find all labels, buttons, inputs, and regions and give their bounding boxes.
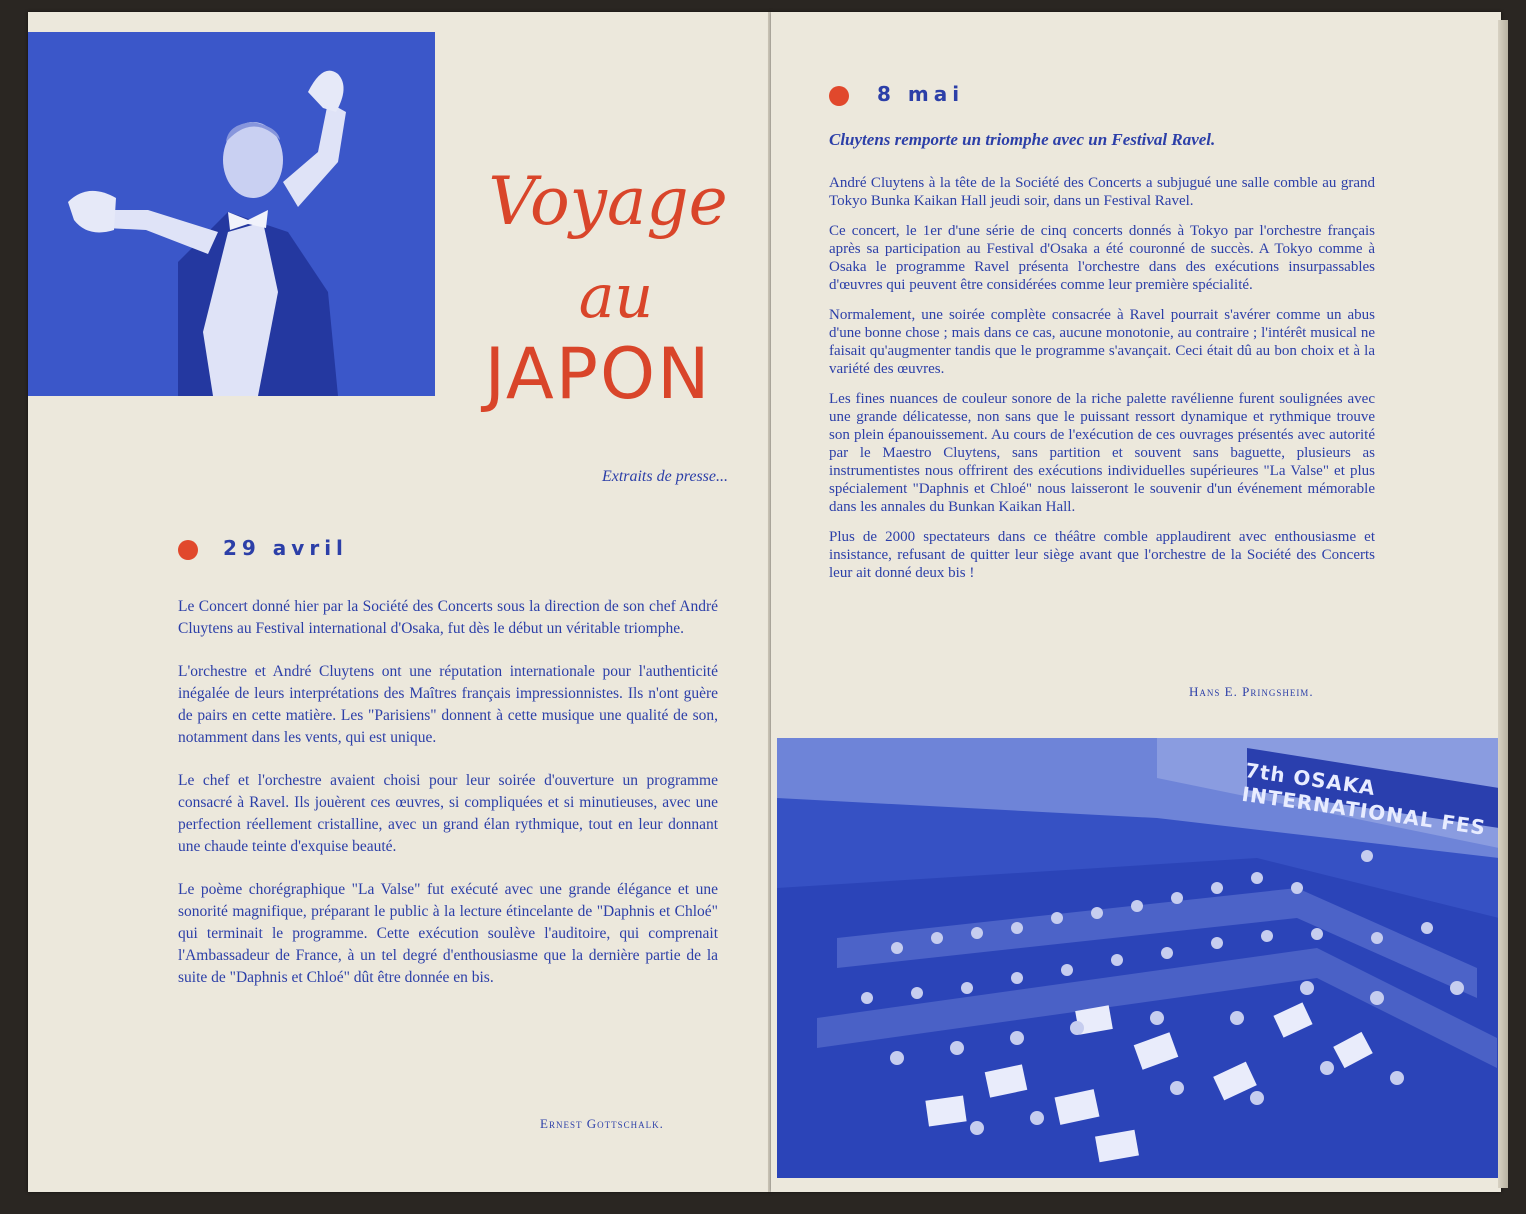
bullet-icon bbox=[829, 86, 849, 106]
paragraph: Ce concert, le 1er d'une série de cinq concerts donnés à Tokyo par l'orchestre français après sa participation au Festival d'Osaka a été couronné de succès. A Tokyo comme à Osaka le programme Ravel présenta l'orchestre dans des exécutions insurpassables d'œuvres qui peuvent être considérées comme leur première spécialité. bbox=[829, 223, 1375, 293]
paragraph: L'orchestre et André Cluytens ont une réputation internationale pour l'authenticité inégalée de leurs interprétations des Maîtres français impressionnistes. Ils n'ont guère de pairs en cette matière. Les "Parisiens" donnent à cette musique une qualité de son, notamment dans les vents, qui est unique. bbox=[178, 663, 718, 746]
article-subtitle: Cluytens remporte un triomphe avec un Festival Ravel. bbox=[829, 130, 1216, 149]
paragraph: Les fines nuances de couleur sonore de la riche palette ravélienne furent soulignées avec une grande délicatesse, non sans que le puissant ressort dynamique et rythmique trouve son plein épanouissement. Au cours de l'exécution de ces ouvrages présentés avec autorité par le Maestro Cluytens, sans partition et souvent sans baguette, plusieurs as instrumentistes nous offrirent des exécutions individuelles supérieures "La Valse" et plus spécialement "Daphnis et Chloé" nous laisseront le souvenir d'un événement mémorable dans les annales du Bunkan Kaikan Hall. bbox=[829, 391, 1375, 515]
left-page bbox=[28, 12, 771, 1192]
date-heading-8-mai: 8 mai bbox=[877, 82, 965, 106]
signature-gottschalk: Ernest Gottschalk. bbox=[540, 1116, 664, 1131]
date-heading-29-avril: 29 avril bbox=[223, 536, 348, 560]
bullet-icon bbox=[178, 540, 198, 560]
signature-pringsheim: Hans E. Pringsheim. bbox=[1189, 684, 1314, 699]
right-page bbox=[771, 12, 1501, 1192]
paragraph: André Cluytens à la tête de la Société des Concerts a subjugué une salle comble au grand Tokyo Bunka Kaikan Hall jeudi soir, dans un Festival Ravel. bbox=[829, 175, 1375, 209]
press-extracts-label: Extraits de presse... bbox=[601, 468, 728, 485]
booklet-spread bbox=[10, 12, 1516, 1204]
paragraph: Le chef et l'orchestre avaient choisi pour leur soirée d'ouverture un programme consacré à Ravel. Ils jouèrent ces œuvres, si compliquées et si minutieuses, avec une perfection réellement cristalline, avec un grand élan rythmique, tout en leur donnant une chaude teinte d'exquise beauté. bbox=[178, 772, 718, 855]
title-line-1: Voyage bbox=[488, 163, 728, 240]
article-29-avril bbox=[178, 596, 718, 1010]
conductor-illustration bbox=[28, 32, 435, 396]
page-edge bbox=[1498, 20, 1508, 1188]
paragraph: Normalement, une soirée complète consacrée à Ravel pourrait s'avérer comme un abus d'une bonne chose ; mais dans ce cas, aucune monotonie, au contraire ; l'intérêt musical ne faisait qu'augmenter tandis que le programme s'avançait. Ceci était dû au bon choix et à la variété des œuvres. bbox=[829, 307, 1375, 377]
paragraph: Plus de 2000 spectateurs dans ce théâtre comble applaudirent avec enthousiasme et insistance, refusant de quitter leur siège avant que l'orchestre de la Société des Concerts leur ait donné deux bis ! bbox=[829, 529, 1375, 581]
title-line-3: JAPON bbox=[484, 333, 712, 415]
orchestra-photo bbox=[777, 738, 1499, 1178]
article-8-mai bbox=[829, 174, 1375, 594]
title-line-2: au bbox=[578, 262, 654, 332]
paragraph: Le poème chorégraphique "La Valse" fut exécuté avec une grande élégance et une sonorité magnifique, préparant le public à la lecture étincelante de "Daphnis et Chloé" qui terminait le programme. Cette exécution soulève l'auditoire, qui comprenait l'Ambassadeur de France, à un tel degré d'enthousiasme que la dernière partie de la suite de "Daphnis et Chloé" dût être donnée en bis. bbox=[178, 881, 718, 986]
paragraph: Le Concert donné hier par la Société des Concerts sous la direction de son chef André Cluytens au Festival international d'Osaka, fut dès le début un véritable triomphe. bbox=[178, 598, 718, 637]
festival-banner-text: 7th OSAKA INTERNATIONAL FES bbox=[1240, 758, 1488, 840]
conductor-photo bbox=[28, 32, 435, 396]
